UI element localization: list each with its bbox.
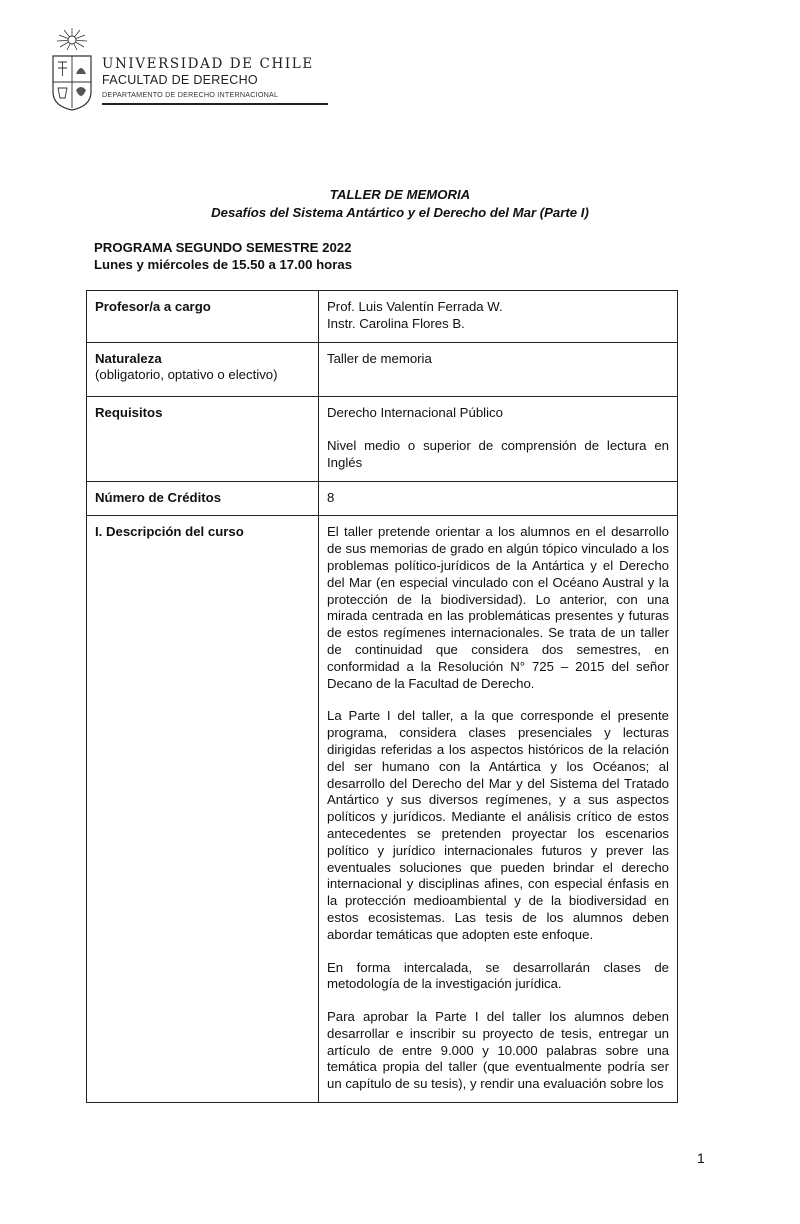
table-row-descripcion bbox=[87, 516, 678, 1103]
value-requisitos-1: Derecho Internacional Público bbox=[327, 405, 503, 421]
faculty-name: FACULTAD DE DERECHO bbox=[102, 73, 258, 87]
value-profesor-1: Prof. Luis Valentín Ferrada W. bbox=[327, 299, 503, 314]
descripcion-paragraph-3: En forma intercalada, se desarrollarán clases de metodología de la investigación jurídica. bbox=[327, 959, 669, 992]
department-name: DEPARTAMENTO DE DERECHO INTERNACIONAL bbox=[102, 90, 279, 99]
value-naturaleza: Taller de memoria bbox=[327, 350, 432, 366]
table-row-profesor bbox=[87, 291, 678, 343]
label-requisitos: Requisitos bbox=[95, 405, 163, 421]
table-row-requisitos bbox=[87, 397, 678, 481]
label-descripcion: I. Descripción del curso bbox=[95, 524, 244, 540]
descripcion-paragraph-2: La Parte I del taller, a la que corresponde el presente programa, considera clases presenciales y lecturas dirigidas referidas a los aspectos históricos de la relación del ser humano con la Antártica y los Océanos; al desarrollo del Derecho del Mar y del Sistema del Tratado Antártico y sus diversos regímenes, y a sus aspectos políticos y jurídicos. Mediante el análisis crítico de estos antecedentes se pretenden proyectar los escenarios político y jurídico internacionales futuros y prever las eventuales soluciones que pueden brindar el derecho internacional y disciplinas afines, con especial énfasis en la protección medioambiental y de la biodiversidad en estos ecosistemas. Las tesis de los alumnos deben abordar temáticas que adopten este enfoque. bbox=[327, 708, 669, 942]
course-info-table bbox=[86, 290, 678, 1103]
program-schedule: Lunes y miércoles de 15.50 a 17.00 horas bbox=[94, 257, 353, 272]
descripcion-paragraph-4: Para aprobar la Parte I del taller los alumnos deben desarrollar e inscribir su proyecto de tesis, entregar un artículo de entre 9.000 y 10.000 palabras sobre una temática propia del taller (que eventualmente podría ser un capítulo de su tesis), y rendir una evaluación sobre los bbox=[327, 1009, 669, 1092]
label-naturaleza: Naturaleza bbox=[95, 350, 162, 366]
university-crest-icon bbox=[50, 26, 94, 112]
value-profesor-2: Instr. Carolina Flores B. bbox=[327, 315, 465, 331]
university-name: UNIVERSIDAD DE CHILE bbox=[102, 56, 314, 72]
program-semester: PROGRAMA SEGUNDO SEMESTRE 2022 bbox=[94, 240, 352, 255]
value-creditos: 8 bbox=[327, 489, 335, 505]
label-creditos: Número de Créditos bbox=[95, 489, 222, 505]
document-title bbox=[0, 186, 800, 222]
value-requisitos-2: Nivel medio o superior de comprensión de lectura en Inglés bbox=[327, 437, 669, 470]
title-line-1: TALLER DE MEMORIA bbox=[329, 187, 471, 202]
title-line-2: Desafíos del Sistema Antártico y el Derecho del Mar (Parte I) bbox=[211, 205, 589, 220]
table-row-naturaleza bbox=[87, 342, 678, 397]
sublabel-naturaleza: (obligatorio, optativo o electivo) bbox=[95, 367, 278, 383]
label-profesor: Profesor/a a cargo bbox=[95, 299, 211, 314]
page-number: 1 bbox=[697, 1150, 705, 1166]
letterhead bbox=[50, 26, 314, 112]
descripcion-paragraph-1: El taller pretende orientar a los alumnos en el desarrollo de sus memorias de grado en algún tópico vinculado a los problemas político-jurídicos de la Antártica y el Derecho del Mar (en especial vinculado con el Océano Austral y la protección de la biodiversidad). Lo anterior, con una mirada centrada en las problemáticas presentes y futuras de estos regímenes internacionales. Se trata de un taller de continuidad que considera dos semestres, en conformidad a la Resolución N° 725 – 2015 del señor Decano de la Facultad de Derecho. bbox=[327, 524, 669, 691]
program-heading bbox=[94, 239, 352, 273]
header-rule bbox=[102, 103, 328, 105]
table-row-creditos bbox=[87, 481, 678, 516]
